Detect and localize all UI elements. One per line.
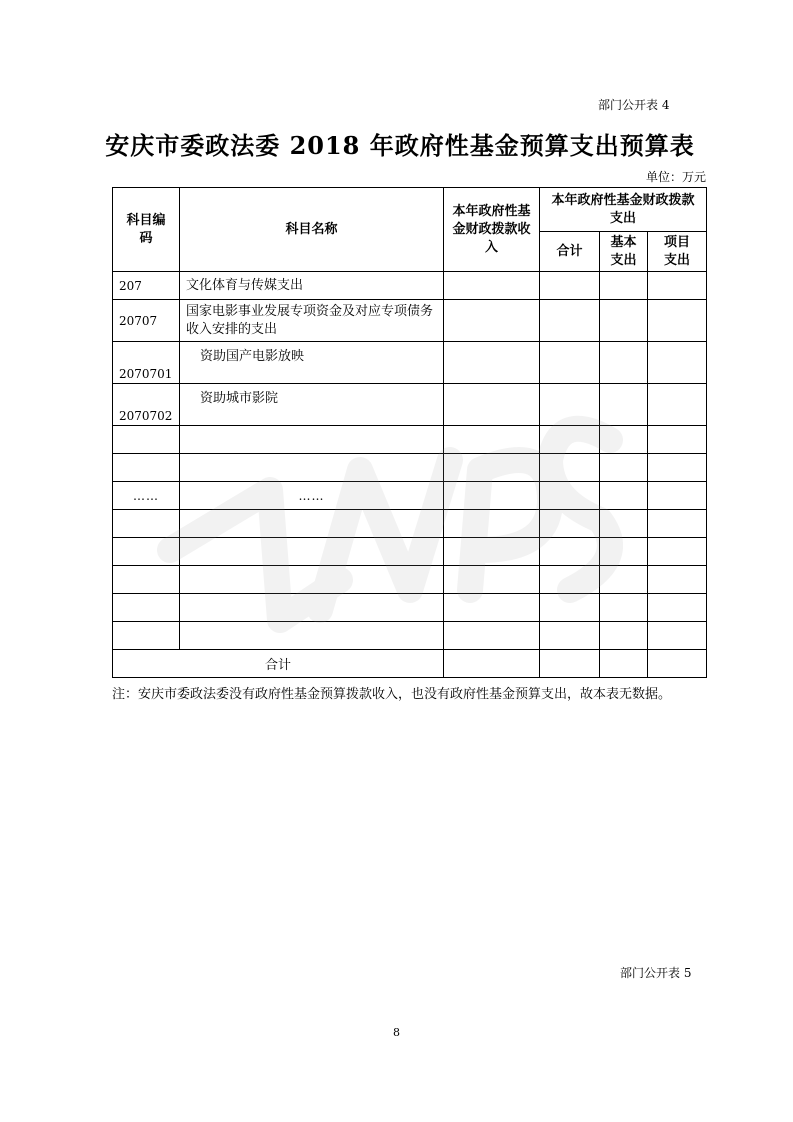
- header-name: 科目名称: [180, 188, 444, 272]
- table-row: [113, 454, 707, 482]
- table-row: [113, 272, 707, 300]
- table-row: [113, 384, 707, 426]
- next-form-label: 部门公开表 5: [620, 966, 692, 980]
- row-code: 207: [113, 272, 180, 300]
- row-name: 资助城市影院: [180, 384, 444, 426]
- row-code: 2070701: [113, 342, 180, 384]
- note-text: 注：安庆市委政法委没有政府性基金预算拨款收入，也没有政府性基金预算支出，故本表无数据。: [112, 687, 672, 702]
- header-code: 科目编码: [113, 188, 180, 272]
- table-row: [113, 342, 707, 384]
- table-row: [113, 538, 707, 566]
- unit-label: 单位：万元: [646, 170, 707, 184]
- table-row: [113, 300, 707, 342]
- header-project: 项目支出: [648, 232, 707, 272]
- row-name: 文化体育与传媒支出: [180, 272, 444, 300]
- row-name: 国家电影事业发展专项资金及对应专项债务收入安排的支出: [180, 300, 444, 342]
- row-code: 20707: [113, 300, 180, 342]
- table-row: [113, 566, 707, 594]
- table-row: [113, 426, 707, 454]
- header-total: 合计: [540, 232, 600, 272]
- row-code: 2070702: [113, 384, 180, 426]
- table-row: [113, 510, 707, 538]
- header-expense-group: 本年政府性基金财政拨款支出: [540, 188, 707, 232]
- table-row: [113, 622, 707, 650]
- row-name-ellipsis: ……: [180, 482, 444, 510]
- header-basic: 基本支出: [600, 232, 648, 272]
- budget-table: [112, 187, 707, 678]
- form-label: 部门公开表 4: [598, 98, 670, 112]
- table-row: [113, 482, 707, 510]
- row-code-ellipsis: ……: [113, 482, 180, 510]
- page-number: 8: [393, 1026, 400, 1039]
- table-row: [113, 594, 707, 622]
- total-label: 合计: [113, 650, 444, 678]
- page-title: 安庆市委政法委 2018 年政府性基金预算支出预算表: [105, 131, 695, 160]
- row-name: 资助国产电影放映: [180, 342, 444, 384]
- header-income: 本年政府性基金财政拨款收入: [444, 188, 540, 272]
- total-row: [113, 650, 707, 678]
